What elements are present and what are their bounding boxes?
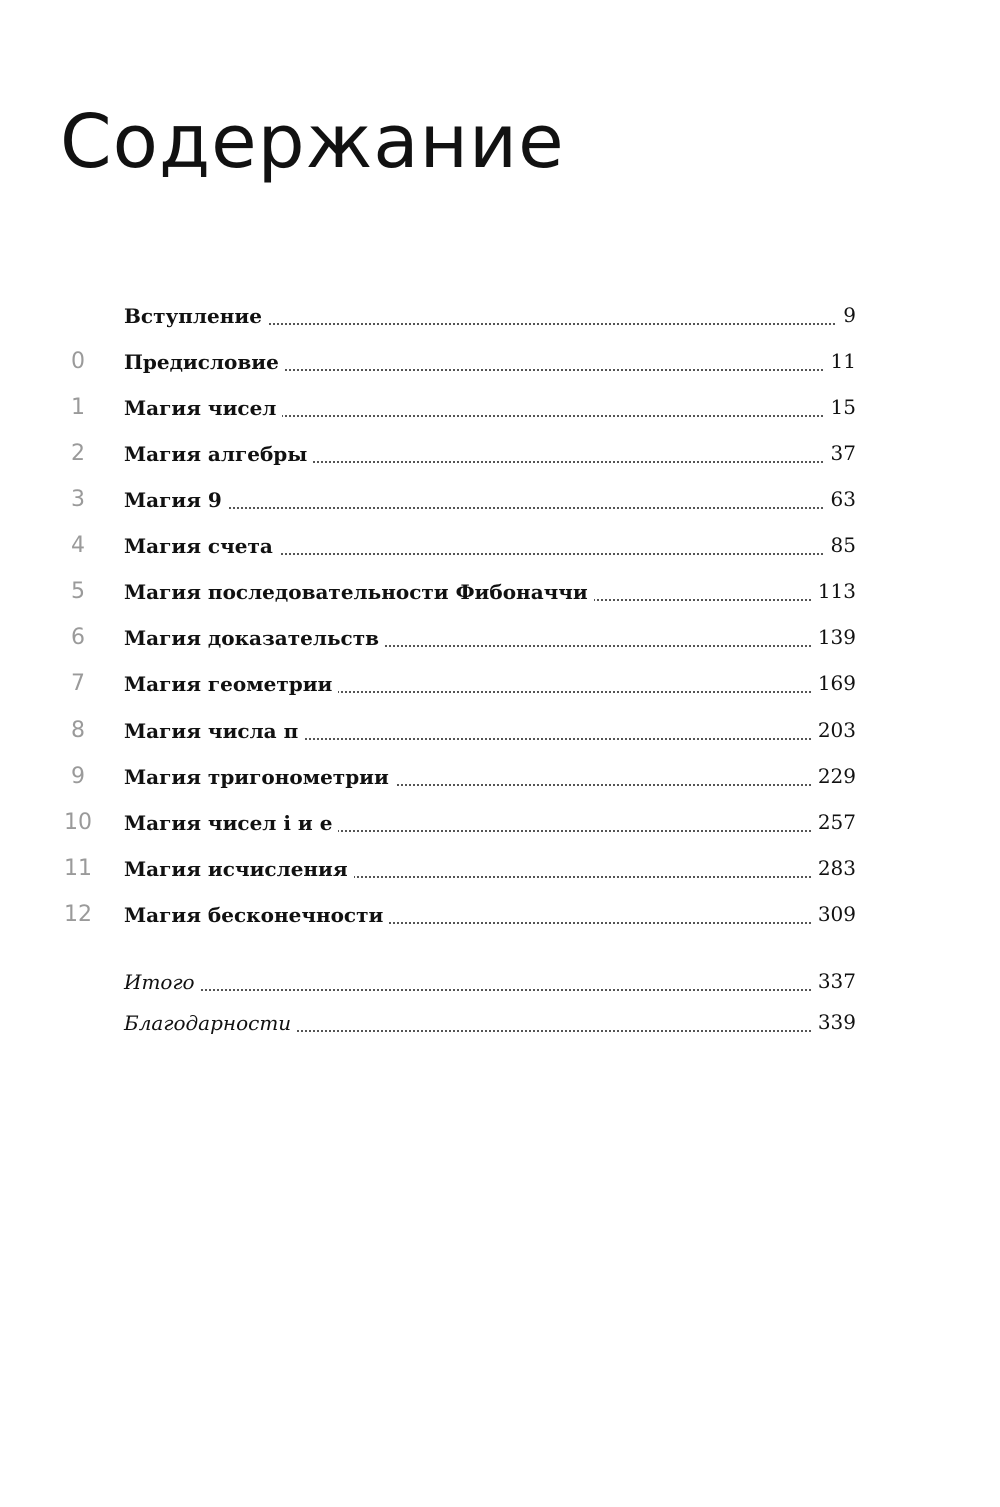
entry-title: Магия исчисления [124, 859, 354, 879]
page-number: 15 [825, 397, 856, 417]
page-title: Содержание [60, 99, 565, 185]
page-number: 9 [837, 305, 856, 325]
toc-entry-introduction [0, 301, 1000, 335]
toc-entry-chapter-3 [0, 485, 1000, 519]
toc-entry-chapter-4 [0, 531, 1000, 565]
page-number: 139 [812, 627, 856, 647]
page-number: 339 [812, 1012, 856, 1032]
toc-entry-chapter-1 [0, 393, 1000, 427]
entry-title: Магия чисел [124, 398, 282, 418]
toc-entry-chapter-11 [0, 854, 1000, 888]
entry-title: Магия чисел i и e [124, 813, 338, 833]
entry-title: Магия числа π [124, 721, 304, 741]
chapter-number: 10 [64, 810, 92, 835]
dot-leader [124, 989, 855, 991]
chapter-number: 5 [71, 579, 85, 604]
entry-title: Магия тригонометрии [124, 767, 395, 787]
dot-leader [124, 507, 855, 509]
chapter-number: 6 [71, 625, 85, 650]
chapter-number: 12 [64, 902, 92, 927]
entry-title: Магия счета [124, 536, 279, 556]
chapter-number: 9 [71, 764, 85, 789]
entry-title: Магия геометрии [124, 674, 338, 694]
toc-entry-chapter-9 [0, 762, 1000, 796]
page-number: 203 [812, 720, 856, 740]
toc-entry-chapter-0 [0, 347, 1000, 381]
chapter-number: 11 [64, 856, 92, 881]
page-number: 229 [812, 766, 856, 786]
chapter-number: 0 [71, 349, 85, 374]
chapter-number: 2 [71, 441, 85, 466]
toc-entry-acknowledgements [0, 1008, 1000, 1042]
entry-title: Вступление [124, 306, 268, 326]
entry-title: Итого [124, 972, 201, 992]
entry-title: Магия 9 [124, 490, 228, 510]
chapter-number: 3 [71, 487, 85, 512]
toc-entry-chapter-7 [0, 669, 1000, 703]
page-number: 85 [825, 535, 856, 555]
page-number: 169 [812, 673, 856, 693]
page-number: 283 [812, 858, 856, 878]
chapter-number: 7 [71, 671, 85, 696]
entry-title: Благодарности [124, 1013, 297, 1033]
chapter-number: 1 [71, 395, 85, 420]
page-number: 11 [825, 351, 856, 371]
entry-title: Магия алгебры [124, 444, 313, 464]
entry-title: Предисловие [124, 352, 285, 372]
entry-title: Магия доказательств [124, 628, 385, 648]
toc-entry-chapter-10 [0, 808, 1000, 842]
toc-entry-chapter-6 [0, 623, 1000, 657]
toc-entry-chapter-5 [0, 577, 1000, 611]
page-number: 337 [812, 971, 856, 991]
entry-title: Магия последовательности Фибоначчи [124, 582, 594, 602]
page-number: 309 [812, 904, 856, 924]
page-number: 63 [825, 489, 856, 509]
toc-entry-chapter-2 [0, 439, 1000, 473]
page-number: 113 [812, 581, 856, 601]
page-number: 37 [825, 443, 856, 463]
toc-entry-chapter-8 [0, 716, 1000, 750]
toc-entry-total [0, 967, 1000, 1001]
chapter-number: 4 [71, 533, 85, 558]
chapter-number: 8 [71, 718, 85, 743]
page-number: 257 [812, 812, 856, 832]
entry-title: Магия бесконечности [124, 905, 389, 925]
toc-entry-chapter-12 [0, 900, 1000, 934]
